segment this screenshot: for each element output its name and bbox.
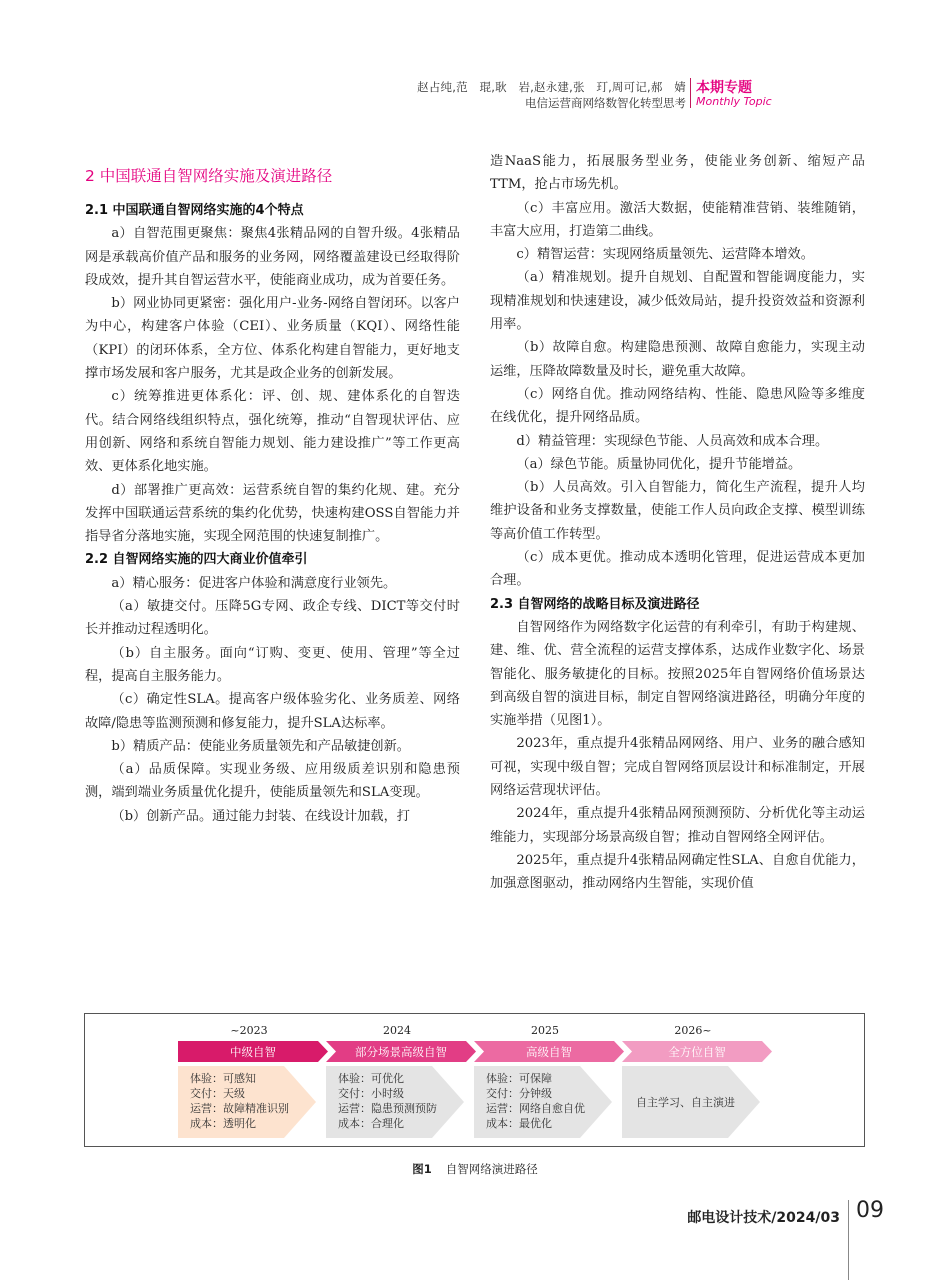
stage-year-label: 2024 xyxy=(383,1024,411,1037)
paragraph: （b）自主服务。面向“订购、变更、使用、管理”等全过程，提高自主服务能力。 xyxy=(85,645,460,684)
evolution-diagram xyxy=(85,1014,864,1146)
paragraph: 自智网络作为网络数字化运营的有利牵引，有助于构建规、建、维、优、营全流程的运营支撑体系，达成作业数字化、场景智能化、服务敏捷化的目标。按照2025年自智网络价值场景达到高级自智的演进目标，制定自智网络演进路径，明确分年度的实施举措（见图1）。 xyxy=(490,619,865,729)
left-column xyxy=(85,164,460,828)
header-article-title: 电信运营商网络数智化转型思考 xyxy=(525,96,686,110)
paragraph: a）自智范围更聚焦：聚焦4张精品网的自智升级。4张精品网是承载高价值产品和服务的业务网，网络覆盖建设已经取得阶段成效，提升其自智运营水平，使能商业成功，成为首要任务。 xyxy=(85,226,460,288)
header-section-en: Monthly Topic xyxy=(696,95,772,108)
subsection-heading-2-1: 2.1 中国联通自智网络实施的4个特点 xyxy=(85,203,304,218)
paragraph: 造NaaS能力，拓展服务型业务，使能业务创新、缩短产品TTM，抢占市场先机。 xyxy=(490,154,865,193)
stage-detail-line: 体验：可保障 xyxy=(486,1072,552,1085)
stage-detail-line: 体验：可感知 xyxy=(190,1072,256,1085)
paragraph: d）精益管理：实现绿色节能、人员高效和成本合理。 xyxy=(516,433,829,449)
paragraph: b）精质产品：使能业务质量领先和产品敏捷创新。 xyxy=(111,738,410,754)
paragraph: 2023年，重点提升4张精品网网络、用户、业务的融合感知可视，实现中级自智；完成自智网络顶层设计和标准制定，开展网络运营现状评估。 xyxy=(490,736,865,799)
footer-journal: 邮电设计技术/2024/03 xyxy=(687,1210,840,1226)
figure-caption-label: 图1 xyxy=(412,1162,432,1176)
stage-level-label: 部分场景高级自智 xyxy=(355,1045,447,1059)
paragraph: 2025年，重点提升4张精品网确定性SLA、自愈自优能力，加强意图驱动，推动网络内生智能，实现价值 xyxy=(490,852,865,892)
header-divider xyxy=(690,78,691,108)
footer-divider xyxy=(848,1200,849,1280)
subsection-heading-2-2: 2.2 自智网络实施的四大商业价值牵引 xyxy=(85,552,308,568)
paragraph: c）统筹推进更体系化：评、创、规、建体系化的自智迭代。结合网络线组织特点，强化统筹，推动“自智现状评估、应用创新、网络和系统自智能力规划、能力建设推广”等工作更高效、更体系化地实施。 xyxy=(85,389,460,475)
stage-detail-line: 运营：隐患预测预防 xyxy=(338,1102,437,1115)
paragraph: a）精心服务：促进客户体验和满意度行业领先。 xyxy=(111,575,397,591)
right-column xyxy=(490,150,865,896)
stage-detail-line: 运营：网络自愈自优 xyxy=(486,1102,585,1115)
page-number: 09 xyxy=(856,1198,884,1223)
stage-detail-line: 成本：合理化 xyxy=(338,1117,404,1130)
paragraph: （a）品质保障。实现业务级、应用级质差识别和隐患预测，端到端业务质量优化提升，使能质量领先和SLA变现。 xyxy=(85,762,460,801)
section-heading: 2 中国联通自智网络实施及演进路径 xyxy=(85,167,333,185)
figure-evolution-path xyxy=(84,1013,865,1147)
figure-caption xyxy=(0,1161,950,1177)
stage-detail-line: 交付：分钟级 xyxy=(486,1087,552,1100)
paragraph: （a）敏捷交付。压降5G专网、政企专线、DICT等交付时长并推动过程透明化。 xyxy=(85,599,460,638)
stage-detail-line: 成本：最优化 xyxy=(486,1117,552,1130)
paragraph: （c）丰富应用。激活大数据，使能精准营销、装维随销，丰富大应用，打造第二曲线。 xyxy=(490,200,865,239)
paragraph: b）网业协同更紧密：强化用户-业务-网络自智闭环。以客户为中心，构建客户体验（CEI）、业务质量（KQI）、网络性能（KPI）的闭环体系，全方位、体系化构建自智能力，更好地支撑市场发展和客户服务，尤其是政企业务的创新发展。 xyxy=(85,296,460,382)
stage-level-label: 全方位自智 xyxy=(668,1045,726,1059)
paragraph: （c）网络自优。推动网络结构、性能、隐患风险等多维度在线优化，提升网络品质。 xyxy=(490,386,865,426)
stage-level-label: 中级自智 xyxy=(230,1045,276,1059)
paragraph: （b）人员高效。引入自智能力，简化生产流程，提升人均维护设备和业务支撑数量，使能工作人员向政企支撑、模型训练等高价值工作转型。 xyxy=(490,480,865,542)
stage-year-label: 2026~ xyxy=(674,1024,712,1037)
stage-year-label: ~2023 xyxy=(230,1024,268,1037)
paragraph: （c）成本更优。推动成本透明化管理，促进运营成本更加合理。 xyxy=(490,550,865,589)
figure-caption-text: 自智网络演进路径 xyxy=(445,1162,538,1176)
paragraph: （b）故障自愈。构建隐患预测、故障自愈能力，实现主动运维，压降故障数量及时长，避免重大故障。 xyxy=(490,340,865,379)
subsection-heading-2-3: 2.3 自智网络的战略目标及演进路径 xyxy=(490,596,700,612)
stage-detail-line: 运营：故障精准识别 xyxy=(190,1102,289,1115)
paragraph: 2024年，重点提升4张精品网预测预防、分析优化等主动运维能力，实现部分场景高级自智；推动自智网络全网评估。 xyxy=(490,806,865,845)
stage-level-label: 高级自智 xyxy=(526,1045,572,1059)
paragraph: d）部署推广更高效：运营系统自智的集约化规、建。充分发挥中国联通运营系统的集约化优势，快速构建OSS自智能力并指导省分落地实施，实现全网范围的快速复制推广。 xyxy=(85,482,460,545)
stage-detail-line: 交付：小时级 xyxy=(338,1087,404,1100)
header-authors: 赵占纯,范 琨,耿 岩,赵永建,张 玎,周可记,郝 婧 xyxy=(417,80,686,94)
stage-detail-line: 成本：透明化 xyxy=(190,1117,256,1130)
paragraph: （c）确定性SLA。提高客户级体验劣化、业务质差、网络故障/隐患等监测预测和修复能力，提升SLA达标率。 xyxy=(85,692,460,731)
paragraph: （a）绿色节能。质量协同优化，提升节能增益。 xyxy=(516,456,802,472)
stage-detail-line: 体验：可优化 xyxy=(338,1072,404,1085)
header-section-cn: 本期专题 xyxy=(696,80,752,96)
stage-detail-line: 自主学习、自主演进 xyxy=(636,1096,735,1109)
stage-year-label: 2025 xyxy=(531,1024,559,1037)
paragraph: （b）创新产品。通过能力封装、在线设计加载，打 xyxy=(111,808,410,824)
stage-detail-line: 交付：天级 xyxy=(190,1087,245,1100)
paragraph: c）精智运营：实现网络质量领先、运营降本增效。 xyxy=(516,247,814,263)
paragraph: （a）精准规划。提升自规划、自配置和智能调度能力，实现精准规划和快速建设，减少低效局站，提升投资效益和资源利用率。 xyxy=(490,270,865,333)
